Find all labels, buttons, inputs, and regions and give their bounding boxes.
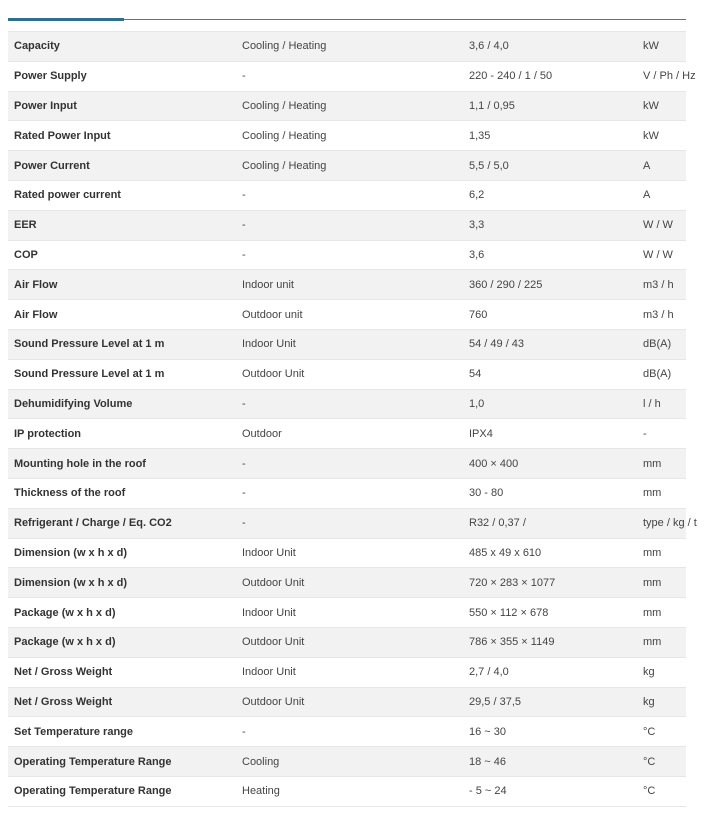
spec-unit: kW [637,32,686,62]
table-row [8,91,686,121]
spec-parameter: Rated Power Input [8,121,236,151]
spec-parameter: Air Flow [8,300,236,330]
spec-unit: mm [637,478,686,508]
spec-condition: Outdoor Unit [236,359,463,389]
table-row [8,478,686,508]
spec-condition: Cooling / Heating [236,91,463,121]
spec-value: 3,6 [463,240,637,270]
spec-condition: Outdoor Unit [236,687,463,717]
table-row [8,180,686,210]
spec-value: 550 × 112 × 678 [463,598,637,628]
spec-value: 1,1 / 0,95 [463,91,637,121]
spec-parameter: Air Flow [8,270,236,300]
spec-condition: - [236,717,463,747]
spec-value: 2,7 / 4,0 [463,657,637,687]
spec-parameter: Rated power current [8,180,236,210]
spec-unit: dB(A) [637,359,686,389]
spec-unit: mm [637,568,686,598]
table-row [8,508,686,538]
spec-unit: W / W [637,210,686,240]
table-row [8,717,686,747]
spec-value: 360 / 290 / 225 [463,270,637,300]
spec-condition: Cooling / Heating [236,151,463,181]
spec-parameter: Thickness of the roof [8,478,236,508]
table-row [8,657,686,687]
spec-value: 1,35 [463,121,637,151]
table-row [8,210,686,240]
table-row [8,359,686,389]
spec-value: R32 / 0,37 / [463,508,637,538]
spec-condition: Cooling / Heating [236,32,463,62]
table-row [8,300,686,330]
table-row [8,270,686,300]
spec-unit: l / h [637,389,686,419]
spec-condition: - [236,180,463,210]
spec-parameter: Operating Temperature Range [8,747,236,777]
spec-parameter: Power Input [8,91,236,121]
spec-parameter: Dimension (w x h x d) [8,568,236,598]
tab-bar [8,0,686,20]
spec-value: 18 ~ 46 [463,747,637,777]
spec-value: - 5 ~ 24 [463,776,637,806]
spec-parameter: COP [8,240,236,270]
spec-condition: Indoor Unit [236,329,463,359]
table-row [8,627,686,657]
spec-value: 29,5 / 37,5 [463,687,637,717]
spec-condition: Indoor Unit [236,538,463,568]
spec-value: IPX4 [463,419,637,449]
spec-parameter: Net / Gross Weight [8,687,236,717]
spec-parameter: Net / Gross Weight [8,657,236,687]
table-row [8,687,686,717]
spec-condition: Outdoor unit [236,300,463,330]
table-row [8,776,686,806]
spec-unit: A [637,151,686,181]
spec-condition: - [236,61,463,91]
spec-condition: Cooling [236,747,463,777]
spec-value: 54 / 49 / 43 [463,329,637,359]
spec-condition: - [236,389,463,419]
spec-unit: dB(A) [637,329,686,359]
spec-unit: type / kg / t [637,508,686,538]
spec-condition: - [236,449,463,479]
spec-parameter: Set Temperature range [8,717,236,747]
spec-parameter: Package (w x h x d) [8,627,236,657]
table-row [8,389,686,419]
spec-parameter: Operating Temperature Range [8,776,236,806]
spec-parameter: Package (w x h x d) [8,598,236,628]
spec-unit: °C [637,747,686,777]
spec-unit: m3 / h [637,300,686,330]
spec-parameter: Dimension (w x h x d) [8,538,236,568]
spec-unit: °C [637,717,686,747]
spec-value: 5,5 / 5,0 [463,151,637,181]
table-row [8,419,686,449]
spec-condition: Outdoor [236,419,463,449]
spec-unit: kW [637,91,686,121]
spec-unit: V / Ph / Hz [637,61,686,91]
spec-parameter: Refrigerant / Charge / Eq. CO2 [8,508,236,538]
spec-condition: Indoor unit [236,270,463,300]
spec-unit: kg [637,687,686,717]
table-row [8,61,686,91]
spec-condition: - [236,508,463,538]
spec-value: 3,3 [463,210,637,240]
spec-parameter: Power Current [8,151,236,181]
spec-condition: - [236,478,463,508]
spec-value: 720 × 283 × 1077 [463,568,637,598]
spec-value: 220 - 240 / 1 / 50 [463,61,637,91]
spec-parameter: Mounting hole in the roof [8,449,236,479]
spec-value: 1,0 [463,389,637,419]
spec-value: 760 [463,300,637,330]
table-row [8,151,686,181]
active-tab-indicator[interactable] [8,18,124,21]
spec-condition: Indoor Unit [236,657,463,687]
table-row [8,121,686,151]
spec-unit: kg [637,657,686,687]
spec-condition: - [236,210,463,240]
table-row [8,538,686,568]
spec-unit: mm [637,538,686,568]
spec-unit: °C [637,776,686,806]
spec-parameter: Sound Pressure Level at 1 m [8,359,236,389]
spec-value: 16 ~ 30 [463,717,637,747]
specifications-table [8,31,697,807]
spec-value: 3,6 / 4,0 [463,32,637,62]
spec-unit: kW [637,121,686,151]
table-row [8,240,686,270]
spec-value: 54 [463,359,637,389]
spec-condition: Cooling / Heating [236,121,463,151]
spec-parameter: Dehumidifying Volume [8,389,236,419]
spec-value: 786 × 355 × 1149 [463,627,637,657]
spec-condition: Outdoor Unit [236,568,463,598]
table-row [8,568,686,598]
spec-parameter: IP protection [8,419,236,449]
spec-parameter: Sound Pressure Level at 1 m [8,329,236,359]
table-row [8,32,686,62]
spec-parameter: Power Supply [8,61,236,91]
spec-unit: mm [637,449,686,479]
spec-parameter: Capacity [8,32,236,62]
spec-unit: m3 / h [637,270,686,300]
spec-parameter: EER [8,210,236,240]
spec-value: 400 × 400 [463,449,637,479]
spec-condition: Indoor Unit [236,598,463,628]
spec-unit: mm [637,598,686,628]
spec-unit: A [637,180,686,210]
spec-unit: - [637,419,686,449]
table-row [8,329,686,359]
spec-value: 485 x 49 x 610 [463,538,637,568]
table-row [8,747,686,777]
spec-condition: - [236,240,463,270]
spec-condition: Heating [236,776,463,806]
table-row [8,598,686,628]
spec-unit: W / W [637,240,686,270]
spec-value: 30 - 80 [463,478,637,508]
spec-unit: mm [637,627,686,657]
spec-value: 6,2 [463,180,637,210]
table-row [8,449,686,479]
specifications-table-body [8,32,697,807]
spec-condition: Outdoor Unit [236,627,463,657]
